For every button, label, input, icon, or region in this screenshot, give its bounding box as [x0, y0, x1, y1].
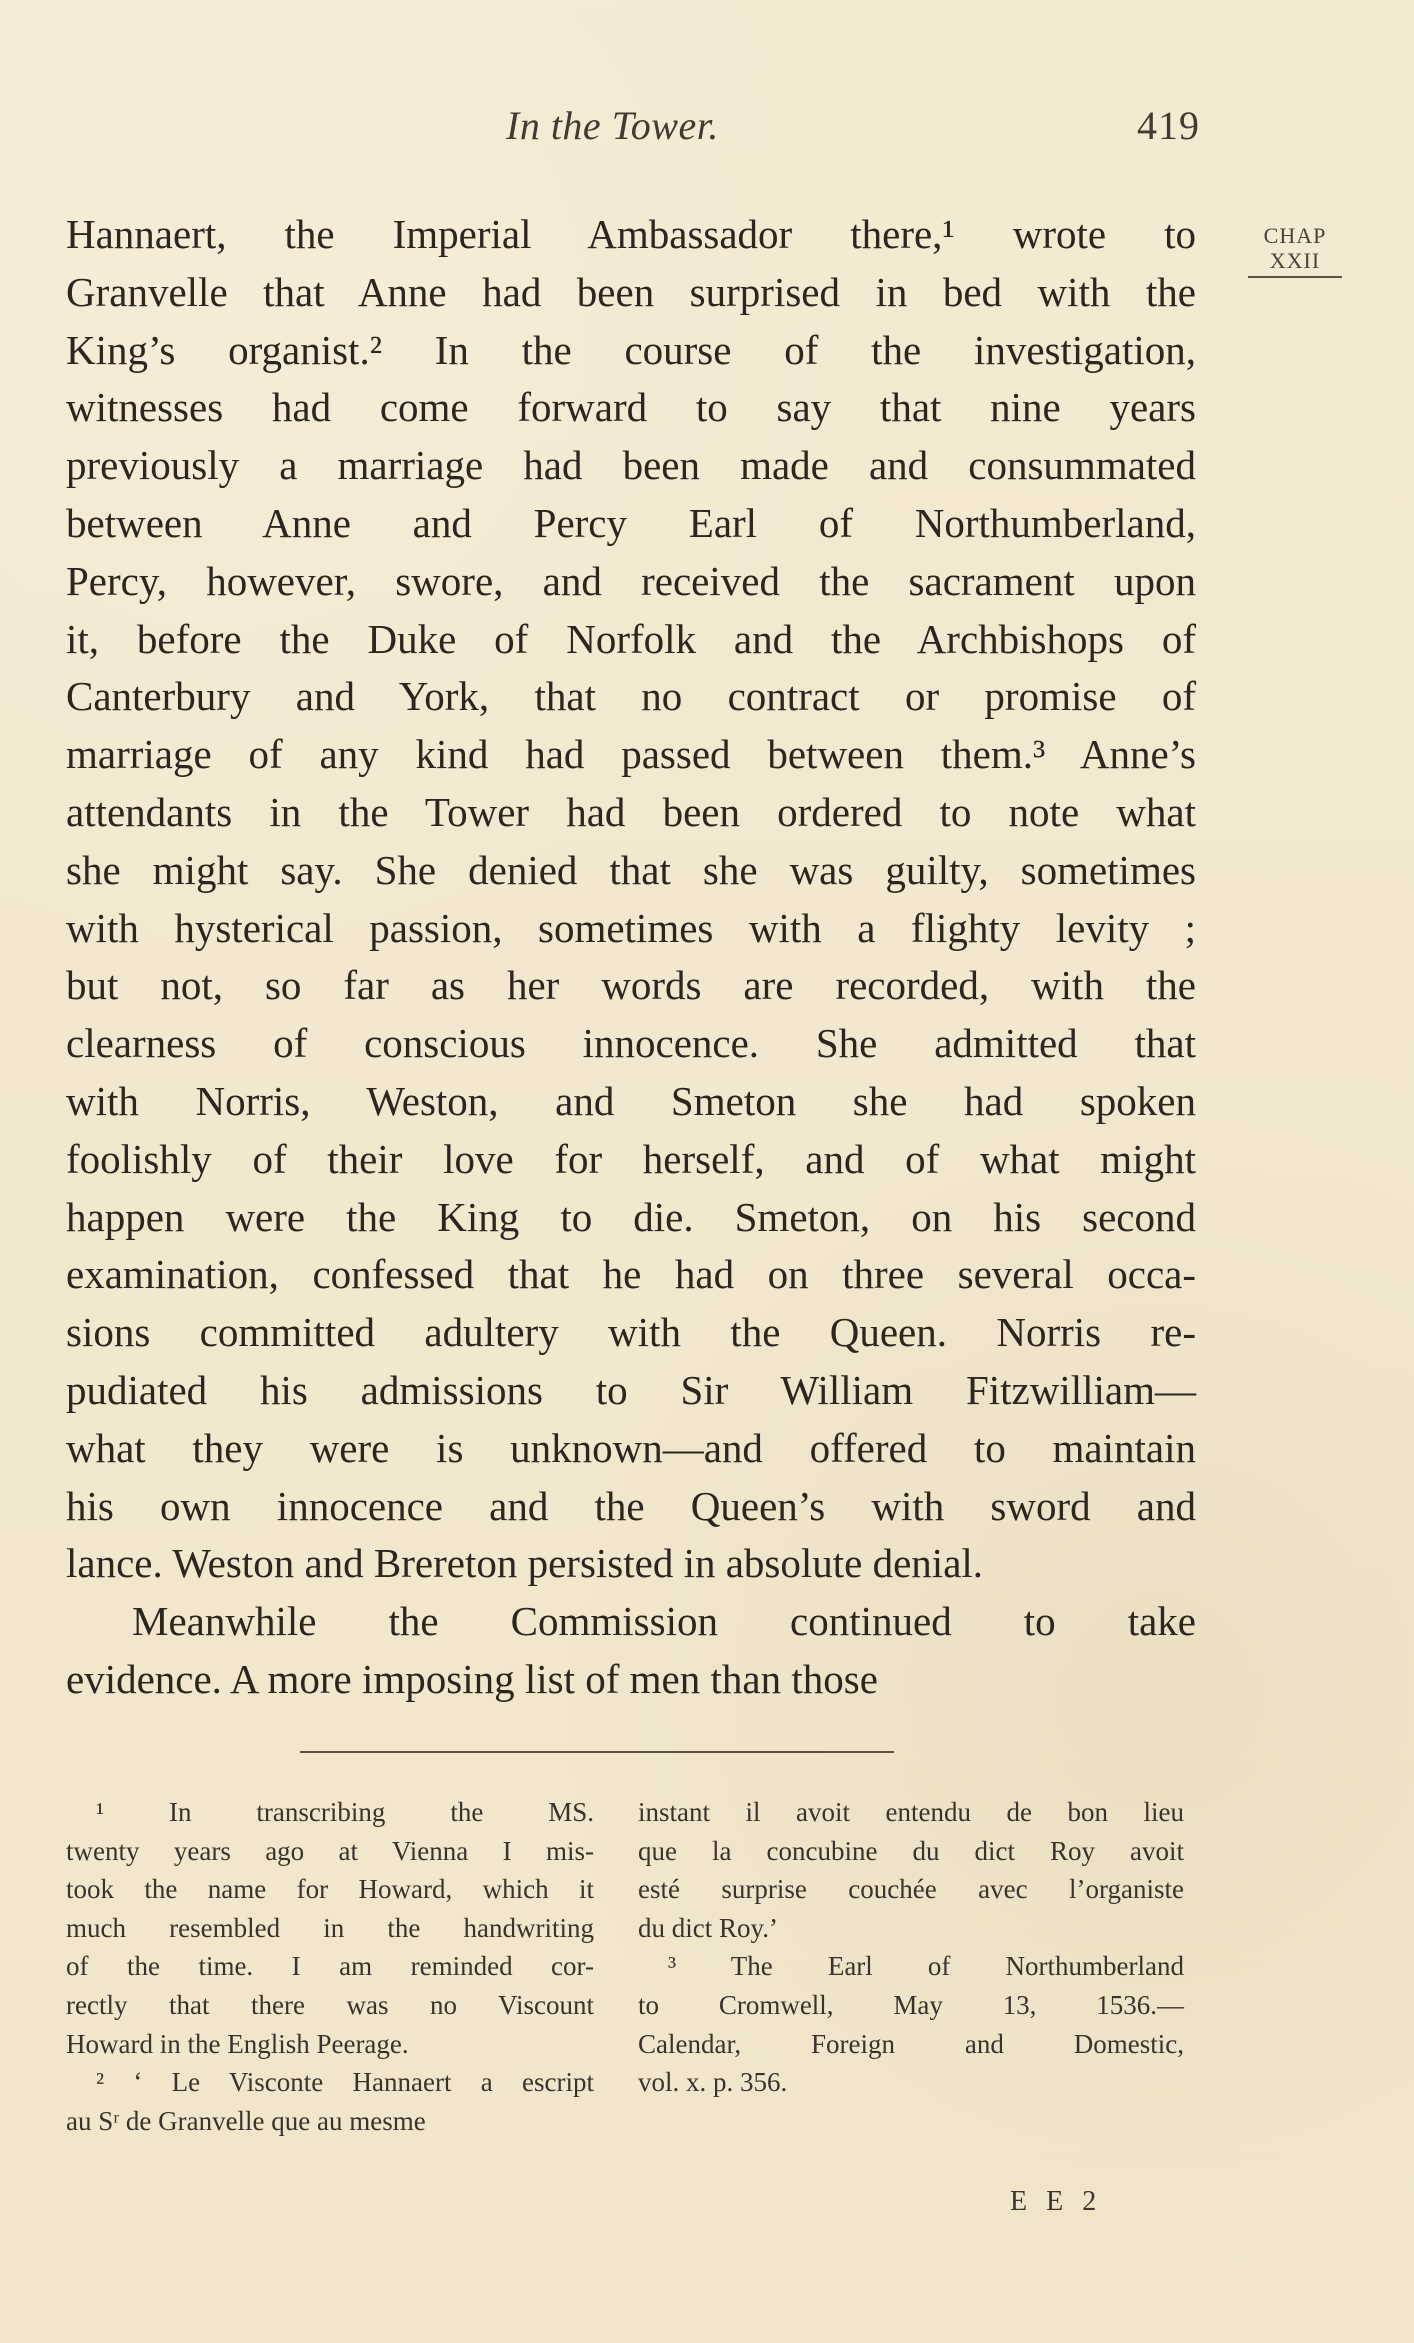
footnote-right-line-2: que la concubine du dict Roy avoit — [638, 1835, 1184, 1866]
body-line-17: foolishly of their love for herself, and of what might — [66, 1135, 1196, 1182]
body-line-4: witnesses had come forward to say that nine years — [66, 384, 1196, 431]
body-line-16: with Norris, Weston, and Smeton she had spoken — [66, 1077, 1196, 1124]
body-line-3: King’s organist.² In the course of the investigation, — [66, 326, 1196, 373]
footnote-right-line-8: vol. x. p. 356. — [638, 2067, 788, 2098]
footnote-left-line-8: ² ‘ Le Visconte Hannaert a escript — [96, 2067, 594, 2098]
page-number: 419 — [1137, 103, 1200, 148]
body-line-7: Percy, however, swore, and received the sacrament upon — [66, 557, 1196, 604]
footnote-left-line-5: of the time. I am reminded cor- — [66, 1951, 594, 1982]
body-line-9: Canterbury and York, that no contract or promise of — [66, 673, 1196, 720]
page-header — [66, 102, 1200, 162]
body-line-23: his own innocence and the Queen’s with sword and — [66, 1482, 1196, 1529]
body-line-1: Hannaert, the Imperial Ambassador there,¹ wrote to — [66, 211, 1196, 257]
chapter-label: CHAP — [1263, 223, 1327, 248]
body-line-20: sions committed adultery with the Queen. Norris re- — [66, 1309, 1196, 1356]
body-line-12: she might say. She denied that she was guilty, sometimes — [66, 846, 1196, 893]
body-line-15: clearness of conscious innocence. She admitted that — [66, 1020, 1196, 1067]
body-line-14: but not, so far as her words are recorded, with the — [66, 962, 1196, 1009]
body-line-18: happen were the King to die. Smeton, on his second — [66, 1193, 1196, 1240]
footnote-left-line-9: au Sʳ de Granvelle que au mesme — [66, 2105, 426, 2136]
footnote-right-line-3: esté surprise couchée avec l’organiste — [638, 1874, 1184, 1905]
body-line-5: previously a marriage had been made and consummated — [66, 442, 1196, 489]
footnote-divider — [300, 1751, 894, 1753]
footnote-left-line-7: Howard in the English Peerage. — [66, 2028, 409, 2059]
footnote-left-line-1: ¹ In transcribing the MS. — [96, 1797, 594, 1827]
body-line-6: between Anne and Percy Earl of Northumberland, — [66, 499, 1196, 546]
footnote-left-line-4: much resembled in the handwriting — [66, 1912, 594, 1943]
body-line-2: Granvelle that Anne had been surprised in bed with the — [66, 268, 1196, 315]
main-text — [66, 206, 1196, 1709]
footnote-right-line-1: instant il avoit entendu de bon lieu — [638, 1797, 1184, 1827]
footnotes-left-column — [66, 1793, 594, 2140]
footnote-left-line-2: twenty years ago at Vienna I mis- — [66, 1835, 594, 1866]
chapter-marker — [1248, 224, 1342, 278]
footnote-right-line-4: du dict Roy.’ — [638, 1912, 778, 1943]
running-head: In the Tower. — [506, 103, 719, 148]
footnote-left-line-3: took the name for Howard, which it — [66, 1874, 594, 1905]
footnote-right-line-6: to Cromwell, May 13, 1536.— — [638, 1989, 1184, 2020]
footnote-right-line-7: Calendar, Foreign and Domestic, — [638, 2028, 1184, 2059]
body-line-22: what they were is unknown—and offered to maintain — [66, 1424, 1196, 1471]
body-line-19: examination, confessed that he had on three several occa- — [66, 1251, 1196, 1298]
body-line-8: it, before the Duke of Norfolk and the Archbishops of — [66, 615, 1196, 662]
signature-mark: E E 2 — [1010, 2186, 1103, 2217]
body-line-21: pudiated his admissions to Sir William Fitzwilliam— — [66, 1366, 1196, 1413]
footnotes-right-column — [638, 1793, 1184, 2102]
body-line-10: marriage of any kind had passed between them.³ Anne’s — [66, 731, 1196, 778]
body-line-26: evidence. A more imposing list of men than those — [66, 1655, 878, 1702]
chapter-number: XXII — [1248, 249, 1342, 278]
body-line-13: with hysterical passion, sometimes with a flighty levity ; — [66, 904, 1196, 951]
body-line-11: attendants in the Tower had been ordered to note what — [66, 788, 1196, 835]
footnote-left-line-6: rectly that there was no Viscount — [66, 1989, 594, 2020]
body-line-24: lance. Weston and Brereton persisted in absolute denial. — [66, 1540, 984, 1587]
footnote-right-line-5: ³ The Earl of Northumberland — [668, 1951, 1184, 1982]
body-line-25: Meanwhile the Commission continued to take — [132, 1598, 1196, 1645]
